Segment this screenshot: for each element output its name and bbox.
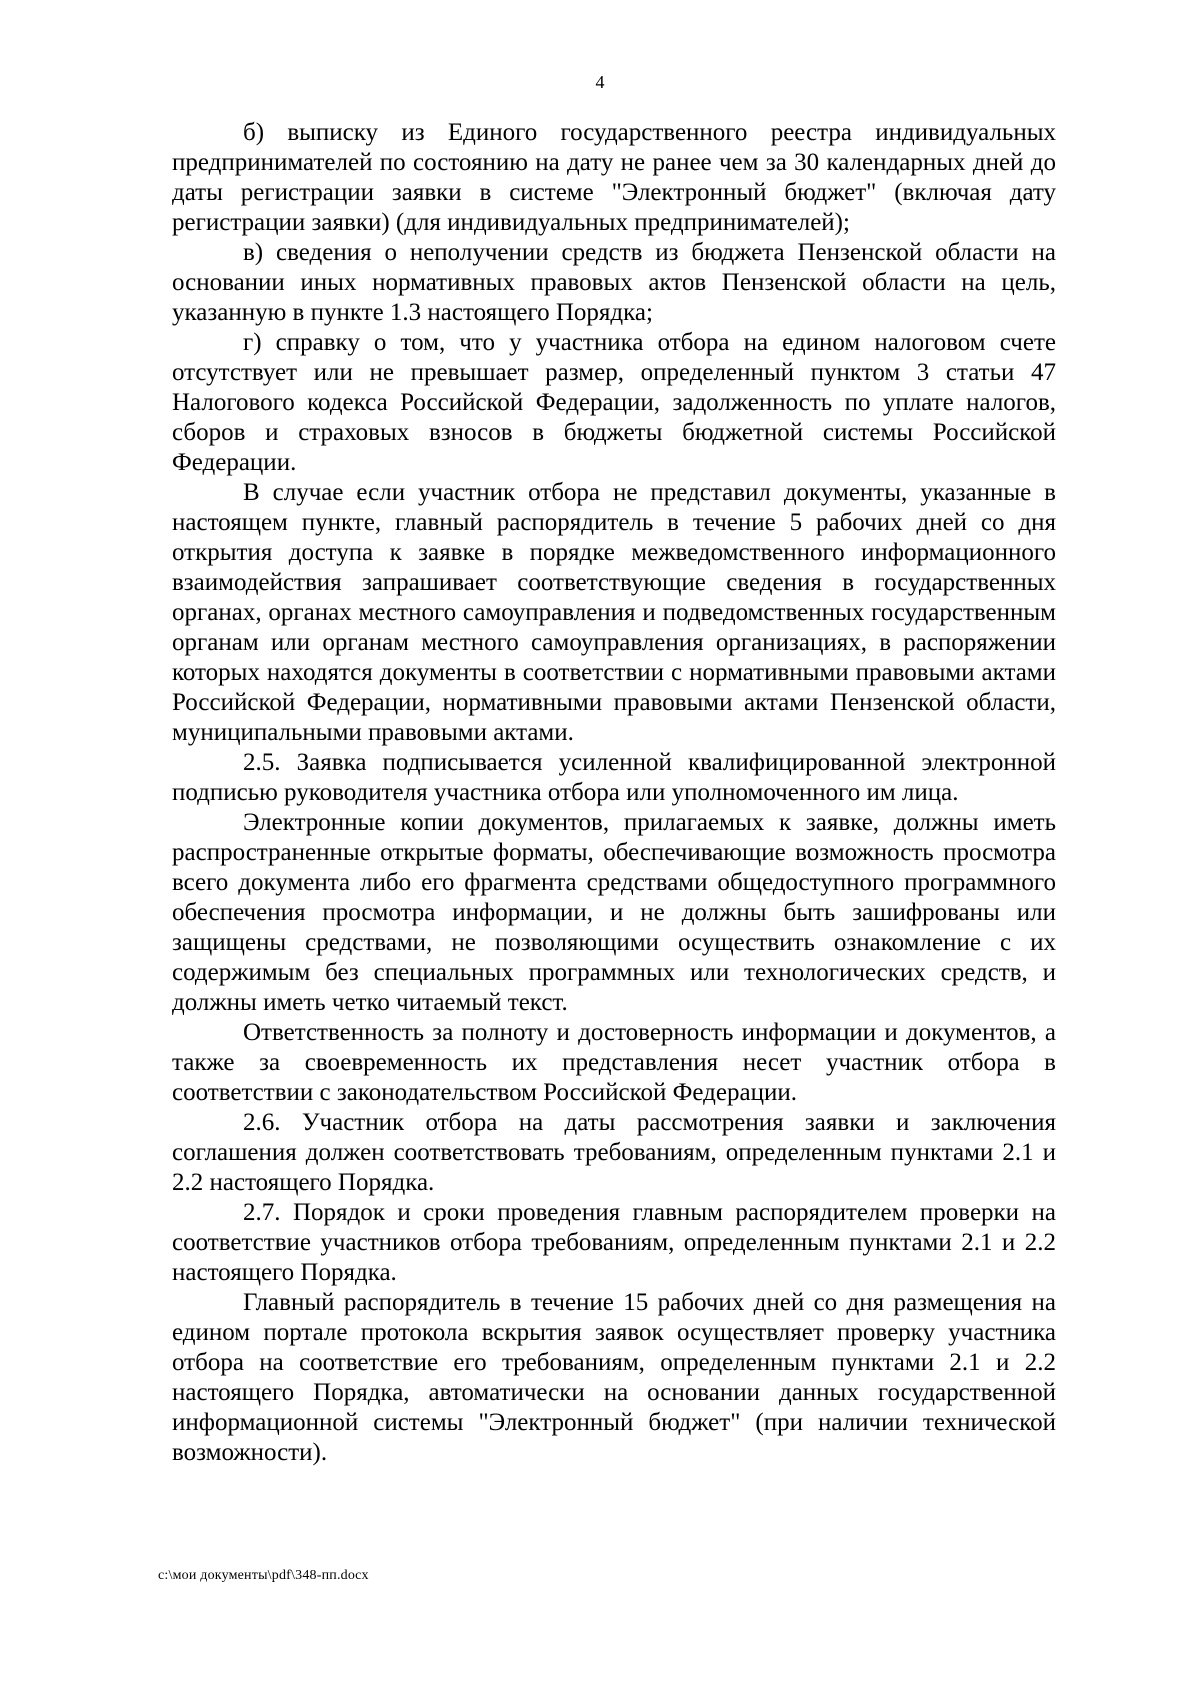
page-number: 4: [595, 72, 605, 92]
paragraph-2-6: 2.6. Участник отбора на даты рассмотрения заявки и заключения соглашения должен соответствовать требованиям, определенным пунктами 2.1 и 2.2 настоящего Порядка.: [172, 1109, 1056, 1196]
paragraph-2-7: 2.7. Порядок и сроки проведения главным распорядителем проверки на соответствие участников отбора требованиям, определенным пунктами 2.1 и 2.2 настоящего Порядка.: [172, 1199, 1056, 1286]
paragraph-interagency-request: В случае если участник отбора не представил документы, указанные в настоящем пункте, главный распорядитель в течение 5 рабочих дней со дня открытия доступа к заявке в порядке межведомственного информационного взаимодействия запрашивает соответствующие сведения в государственных органах, органах местного самоуправления и подведомственных государственным органам или органам местного самоуправления организациях, в распоряжении которых находятся документы в соответствии с нормативными правовыми актами Российской Федерации, нормативными правовыми актами Пензенской области, муниципальными правовыми актами.: [172, 479, 1056, 746]
paragraph-responsibility: Ответственность за полноту и достоверность информации и документов, а также за своевременность их представления несет участник отбора в соответствии с законодательством Российской Федерации.: [172, 1019, 1056, 1106]
document-body: [172, 118, 1056, 1468]
paragraph-item-g: г) справку о том, что у участника отбора на едином налоговом счете отсутствует или не превышает размер, определенный пунктом 3 статьи 47 Налогового кодекса Российской Федерации, задолженность по уплате налогов, сборов и страховых взносов в бюджеты бюджетной системы Российской Федерации.: [172, 329, 1056, 476]
paragraph-electronic-copies: Электронные копии документов, прилагаемых к заявке, должны иметь распространенные открытые форматы, обеспечивающие возможность просмотра всего документа либо его фрагмента средствами общедоступного программного обеспечения просмотра информации, и не должны быть зашифрованы или защищены средствами, не позволяющими осуществить ознакомление с их содержимым без специальных программных или технологических средств, и должны иметь четко читаемый текст.: [172, 809, 1056, 1016]
paragraph-verification: Главный распорядитель в течение 15 рабочих дней со дня размещения на едином портале протокола вскрытия заявок осуществляет проверку участника отбора на соответствие его требованиям, определенным пунктами 2.1 и 2.2 настоящего Порядка, автоматически на основании данных государственной информационной системы "Электронный бюджет" (при наличии технической возможности).: [172, 1289, 1056, 1466]
footer-file-path: c:\мои документы\pdf\348-пп.docx: [158, 1568, 369, 1583]
paragraph-2-5: 2.5. Заявка подписывается усиленной квалифицированной электронной подписью руководителя участника отбора или уполномоченного им лица.: [172, 749, 1056, 806]
paragraph-item-b: б) выписку из Единого государственного реестра индивидуальных предпринимателей по состоянию на дату не ранее чем за 30 календарных дней до даты регистрации заявки в системе "Электронный бюджет" (включая дату регистрации заявки) (для индивидуальных предпринимателей);: [172, 119, 1056, 236]
paragraph-item-v: в) сведения о неполучении средств из бюджета Пензенской области на основании иных нормативных правовых актов Пензенской области на цель, указанную в пункте 1.3 настоящего Порядка;: [172, 239, 1056, 326]
